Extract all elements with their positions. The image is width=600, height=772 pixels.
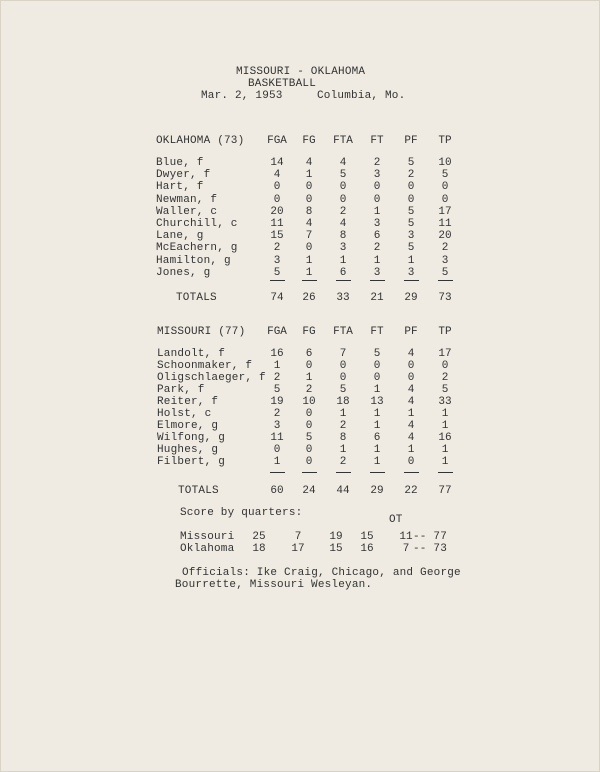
- stat-ft: 1: [373, 420, 381, 432]
- stat-fg: 1: [305, 266, 313, 279]
- total-rule: [302, 280, 317, 281]
- missouri-totals-label: TOTALS: [178, 485, 219, 497]
- stat-pf: 5: [407, 242, 415, 255]
- stat-fga: 2: [273, 242, 281, 255]
- column-header-tp: TP: [438, 326, 452, 338]
- stat-fta: 2: [339, 205, 347, 218]
- stat-fg: 0: [305, 181, 313, 194]
- quarter-score-2: 17: [291, 543, 305, 555]
- total-rule: [336, 280, 351, 281]
- player-name: Lane, g: [156, 230, 204, 243]
- column-header-pf: PF: [404, 135, 418, 147]
- stat-tp: 5: [441, 266, 449, 279]
- quarters-label: Score by quarters:: [180, 507, 303, 519]
- stat-fga: 5: [273, 384, 281, 396]
- stat-fga: 0: [273, 193, 281, 206]
- stat-ft: 5: [373, 348, 381, 360]
- stat-fg: 1: [305, 372, 313, 384]
- stat-tp: 0: [441, 181, 449, 194]
- stat-pf: 4: [407, 384, 415, 396]
- column-header-ft: FT: [370, 135, 384, 147]
- stat-fta: 8: [339, 432, 347, 444]
- stat-fg: 10: [302, 396, 316, 408]
- player-name: Holst, c: [157, 408, 212, 420]
- stat-fg: 7: [305, 230, 313, 243]
- stat-fga: 5: [273, 266, 281, 279]
- player-name: Park, f: [157, 384, 205, 396]
- stat-pf: 0: [407, 372, 415, 384]
- column-header-pf: PF: [404, 326, 418, 338]
- officials-line-1: Officials: Ike Craig, Chicago, and George: [182, 567, 461, 579]
- player-name: Hart, f: [156, 181, 204, 194]
- player-name: Schoonmaker, f: [157, 360, 253, 372]
- player-name: Hughes, g: [157, 444, 219, 456]
- stat-tp: 1: [441, 444, 449, 456]
- stat-ft: 2: [373, 242, 381, 255]
- stat-pf: 4: [407, 348, 415, 360]
- stat-pf: 0: [407, 456, 415, 468]
- stat-pf: 4: [407, 432, 415, 444]
- stat-fta: 5: [339, 169, 347, 182]
- total-rule: [270, 280, 285, 281]
- header-place: Columbia, Mo.: [317, 90, 406, 102]
- stat-fta: 4: [339, 157, 347, 169]
- stat-ft: 6: [373, 230, 381, 243]
- total-rule: [270, 472, 285, 473]
- stat-pf: 0: [407, 193, 415, 206]
- player-name: Reiter, f: [157, 396, 219, 408]
- stat-fga: 0: [273, 444, 281, 456]
- stat-ft: 1: [373, 254, 381, 267]
- stat-fta: 5: [339, 384, 347, 396]
- player-name: Elmore, g: [157, 420, 219, 432]
- column-header-fga: FGA: [267, 135, 287, 147]
- total-tp: 73: [438, 292, 452, 304]
- stat-fg: 0: [305, 444, 313, 456]
- stat-pf: 4: [407, 420, 415, 432]
- total-rule: [336, 472, 351, 473]
- stat-fta: 7: [339, 348, 347, 360]
- column-header-fta: FTA: [333, 326, 353, 338]
- stat-pf: 5: [407, 205, 415, 218]
- stat-pf: 0: [407, 181, 415, 194]
- stat-pf: 2: [407, 169, 415, 182]
- player-name: Blue, f: [156, 157, 204, 169]
- stat-ft: 0: [373, 360, 381, 372]
- player-name: McEachern, g: [156, 242, 238, 255]
- stat-fg: 1: [305, 254, 313, 267]
- column-header-ft: FT: [370, 326, 384, 338]
- total-ft: 29: [370, 485, 384, 497]
- stat-pf: 5: [407, 218, 415, 230]
- final-score: -- 77: [413, 531, 448, 543]
- stat-ft: 1: [373, 444, 381, 456]
- column-header-fga: FGA: [267, 326, 287, 338]
- total-rule: [438, 280, 453, 281]
- header-line-2: BASKETBALL: [248, 78, 317, 90]
- stat-tp: 17: [438, 348, 452, 360]
- stat-ft: 6: [373, 432, 381, 444]
- stat-fg: 0: [305, 360, 313, 372]
- column-header-fta: FTA: [333, 135, 353, 147]
- player-name: Wilfong, g: [157, 432, 226, 444]
- stat-pf: 3: [407, 266, 415, 279]
- stat-fga: 16: [270, 348, 284, 360]
- stat-pf: 3: [407, 230, 415, 243]
- quarters-team: Missouri: [180, 531, 235, 543]
- stat-tp: 20: [438, 230, 452, 243]
- stat-ft: 1: [373, 408, 381, 420]
- stat-fga: 2: [273, 408, 281, 420]
- missouri-title: MISSOURI (77): [157, 326, 246, 338]
- stat-fta: 2: [339, 420, 347, 432]
- stat-fg: 6: [305, 348, 313, 360]
- total-rule: [404, 472, 419, 473]
- stat-fta: 18: [336, 396, 350, 408]
- header-line-1: MISSOURI - OKLAHOMA: [236, 66, 366, 78]
- player-name: Dwyer, f: [156, 169, 211, 182]
- stat-fta: 2: [339, 456, 347, 468]
- stat-fga: 4: [273, 169, 281, 182]
- quarter-score-4: 16: [360, 543, 374, 555]
- stat-ft: 1: [373, 384, 381, 396]
- total-ft: 21: [370, 292, 384, 304]
- stat-fga: 14: [270, 157, 284, 169]
- player-name: Oligschlaeger, f: [157, 372, 266, 384]
- stat-tp: 1: [441, 420, 449, 432]
- player-name: Hamilton, g: [156, 254, 231, 267]
- stat-tp: 11: [438, 218, 452, 230]
- stat-pf: 5: [407, 157, 415, 169]
- stat-fg: 0: [305, 456, 313, 468]
- stat-fga: 3: [273, 254, 281, 267]
- player-name: Newman, f: [156, 193, 218, 206]
- stat-fg: 2: [305, 384, 313, 396]
- stat-ft: 13: [370, 396, 384, 408]
- stat-tp: 3: [441, 254, 449, 267]
- player-name: Churchill, c: [156, 218, 238, 230]
- quarter-score-1: 18: [252, 543, 266, 555]
- stat-fta: 0: [339, 372, 347, 384]
- stat-fta: 6: [339, 266, 347, 279]
- quarter-score-1: 25: [252, 531, 266, 543]
- final-score: -- 73: [413, 543, 448, 555]
- stat-fg: 0: [305, 420, 313, 432]
- stat-fg: 1: [305, 169, 313, 182]
- column-header-tp: TP: [438, 135, 452, 147]
- player-name: Waller, c: [156, 205, 218, 218]
- stat-fga: 20: [270, 205, 284, 218]
- stat-fta: 0: [339, 181, 347, 194]
- total-tp: 77: [438, 485, 452, 497]
- oklahoma-title: OKLAHOMA (73): [156, 135, 245, 147]
- stat-ft: 2: [373, 157, 381, 169]
- stat-fta: 1: [339, 254, 347, 267]
- stat-ft: 0: [373, 193, 381, 206]
- stat-ft: 3: [373, 169, 381, 182]
- stat-fg: 0: [305, 408, 313, 420]
- stat-tp: 16: [438, 432, 452, 444]
- total-rule: [404, 280, 419, 281]
- total-pf: 22: [404, 485, 418, 497]
- quarters-team: Oklahoma: [180, 543, 235, 555]
- stat-tp: 5: [441, 169, 449, 182]
- stat-fga: 1: [273, 456, 281, 468]
- stat-fga: 11: [270, 432, 284, 444]
- stat-pf: 1: [407, 254, 415, 267]
- stat-tp: 0: [441, 360, 449, 372]
- stat-pf: 0: [407, 360, 415, 372]
- stat-ft: 1: [373, 205, 381, 218]
- stat-fga: 2: [273, 372, 281, 384]
- column-header-fg: FG: [302, 135, 316, 147]
- total-pf: 29: [404, 292, 418, 304]
- stat-fta: 4: [339, 218, 347, 230]
- quarters-ot-label: OT: [389, 514, 403, 526]
- player-name: Landolt, f: [157, 348, 226, 360]
- stat-fg: 4: [305, 218, 313, 230]
- stat-tp: 2: [441, 372, 449, 384]
- officials-line-2: Bourrette, Missouri Wesleyan.: [175, 579, 373, 591]
- stat-tp: 33: [438, 396, 452, 408]
- stat-ft: 3: [373, 266, 381, 279]
- quarter-score-ot: 11: [399, 531, 413, 543]
- total-fga: 60: [270, 485, 284, 497]
- quarter-score-4: 15: [360, 531, 374, 543]
- stat-tp: 5: [441, 384, 449, 396]
- stat-fg: 8: [305, 205, 313, 218]
- stat-fga: 11: [270, 218, 284, 230]
- stat-fta: 1: [339, 444, 347, 456]
- quarter-score-3: 19: [329, 531, 343, 543]
- stat-tp: 10: [438, 157, 452, 169]
- stat-ft: 0: [373, 372, 381, 384]
- stat-tp: 17: [438, 205, 452, 218]
- stat-pf: 1: [407, 444, 415, 456]
- stat-ft: 3: [373, 218, 381, 230]
- stat-fta: 0: [339, 360, 347, 372]
- total-fg: 26: [302, 292, 316, 304]
- quarter-score-3: 15: [329, 543, 343, 555]
- header-date: Mar. 2, 1953: [201, 90, 283, 102]
- stat-ft: 0: [373, 181, 381, 194]
- total-rule: [370, 280, 385, 281]
- stat-pf: 4: [407, 396, 415, 408]
- total-fta: 44: [336, 485, 350, 497]
- stat-tp: 1: [441, 408, 449, 420]
- stat-fg: 0: [305, 193, 313, 206]
- stat-tp: 2: [441, 242, 449, 255]
- column-header-fg: FG: [302, 326, 316, 338]
- stat-fga: 3: [273, 420, 281, 432]
- total-fta: 33: [336, 292, 350, 304]
- player-name: Jones, g: [156, 266, 211, 279]
- stat-ft: 1: [373, 456, 381, 468]
- quarter-score-ot: 7: [402, 543, 410, 555]
- stat-fga: 1: [273, 360, 281, 372]
- total-fga: 74: [270, 292, 284, 304]
- stat-fga: 0: [273, 181, 281, 194]
- oklahoma-totals-label: TOTALS: [176, 292, 217, 304]
- stat-tp: 1: [441, 456, 449, 468]
- quarter-score-2: 7: [294, 531, 302, 543]
- stat-fg: 4: [305, 157, 313, 169]
- total-rule: [438, 472, 453, 473]
- total-rule: [302, 472, 317, 473]
- stat-fta: 3: [339, 242, 347, 255]
- stat-pf: 1: [407, 408, 415, 420]
- total-fg: 24: [302, 485, 316, 497]
- total-rule: [370, 472, 385, 473]
- stat-fg: 5: [305, 432, 313, 444]
- player-name: Filbert, g: [157, 456, 226, 468]
- stat-fta: 0: [339, 193, 347, 206]
- stat-fga: 15: [270, 230, 284, 243]
- stat-fg: 0: [305, 242, 313, 255]
- stat-fta: 8: [339, 230, 347, 243]
- stat-fga: 19: [270, 396, 284, 408]
- stat-fta: 1: [339, 408, 347, 420]
- stat-tp: 0: [441, 193, 449, 206]
